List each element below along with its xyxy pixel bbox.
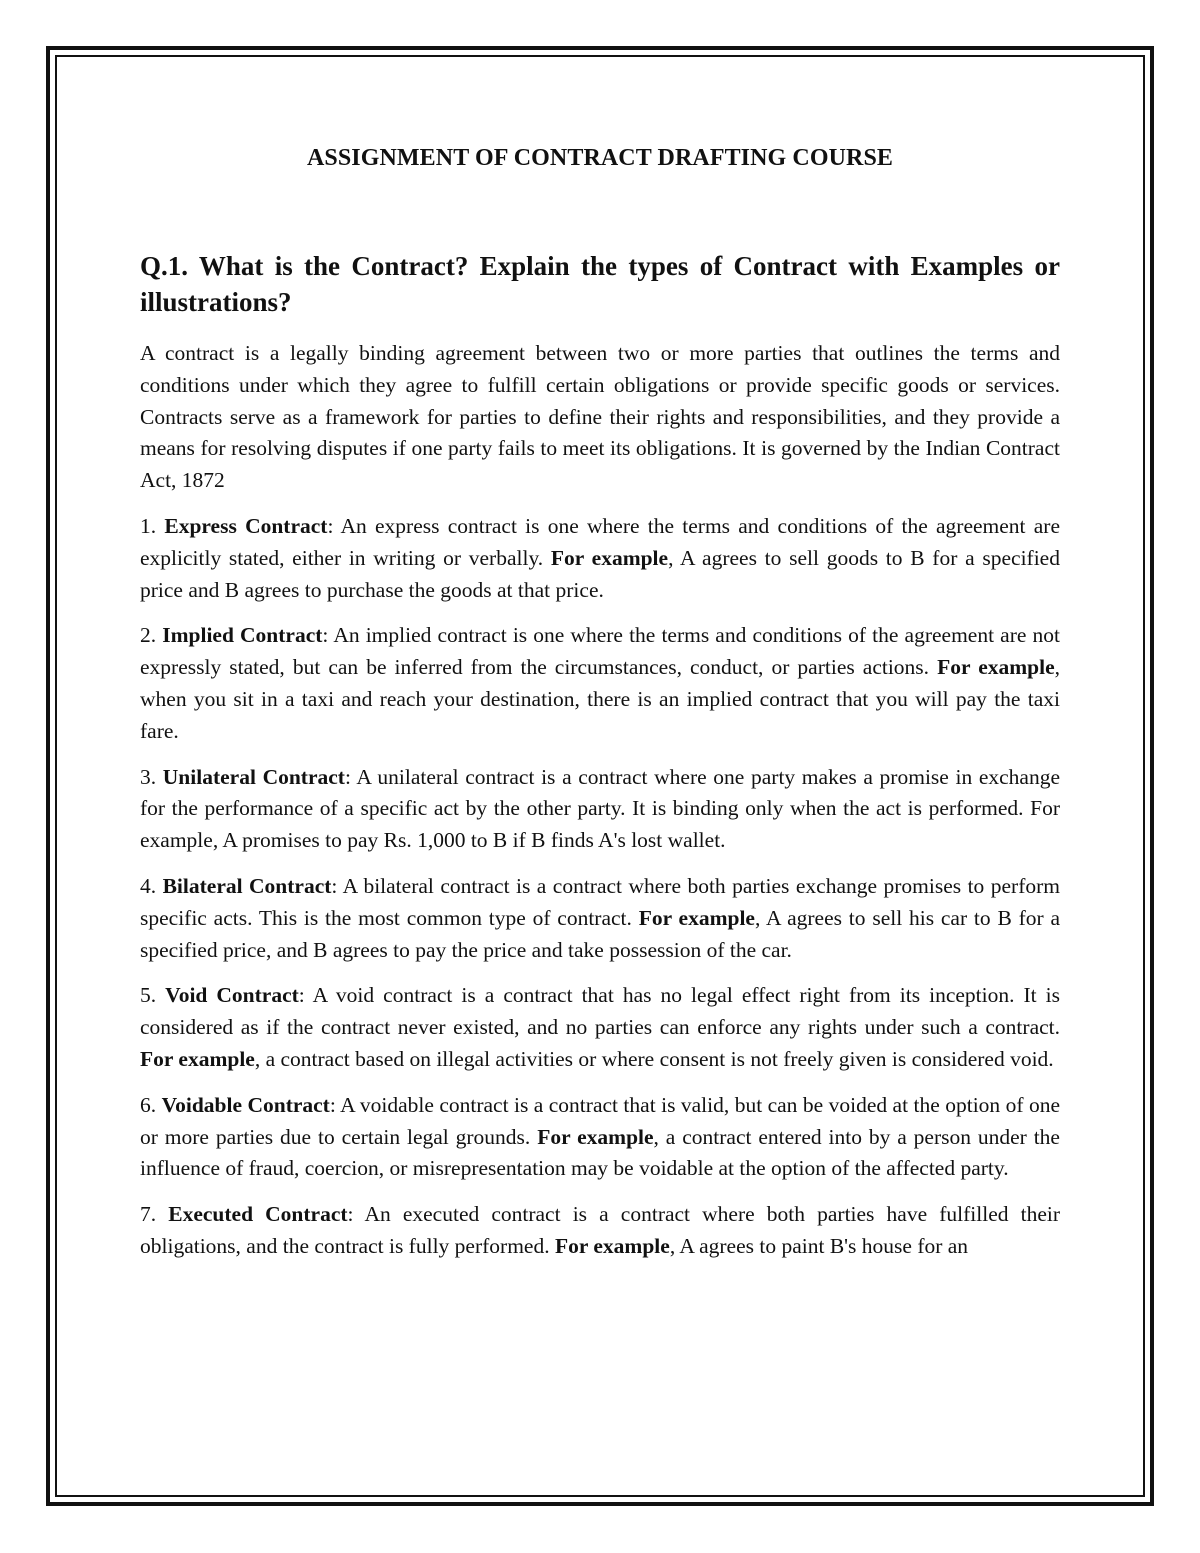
example-label: For example [140, 1046, 255, 1071]
type-number: 7. [140, 1202, 169, 1227]
document-title: ASSIGNMENT OF CONTRACT DRAFTING COURSE [306, 145, 894, 171]
type-number: 6. [140, 1092, 162, 1117]
type-number: 1. [140, 513, 165, 538]
contract-type-implied [140, 620, 1060, 747]
type-example: , A agrees to sell his car to B for a specified price, and B agrees to pay the price and take possession of the car. [140, 905, 1060, 962]
type-name: Express Contract [164, 513, 328, 538]
type-name: Implied Contract [162, 623, 323, 648]
example-label: For example [638, 905, 755, 930]
type-number: 4. [140, 873, 163, 898]
type-example: , when you sit in a taxi and reach your destination, there is an implied contract that you will pay the taxi fare. [140, 655, 1060, 743]
type-name: Bilateral Contract [162, 873, 332, 898]
document-body [140, 140, 1060, 1277]
example-label: For example [937, 655, 1055, 680]
type-number: 2. [140, 623, 163, 648]
type-definition: : An express contract is one where the terms and conditions of the agreement are explicitly stated, either in writing or verbally. [140, 513, 1060, 570]
example-label: For example [550, 545, 669, 570]
type-name: Executed Contract [168, 1202, 348, 1227]
type-definition: : An implied contract is one where the terms and conditions of the agreement are not expressly stated, but can be inferred from the circumstances, conduct, or parties actions. [140, 623, 1061, 680]
type-name: Voidable Contract [161, 1092, 330, 1117]
type-definition: : A unilateral contract is a contract where one party makes a promise in exchange for the performance of a specific act by the other party. It is binding only when the act is performed. For example, A promises to pay Rs. 1,000 to B if B finds A's lost wallet. [140, 764, 1061, 853]
example-label: For example [554, 1233, 670, 1258]
contract-type-void [140, 980, 1060, 1075]
type-example: , A agrees to paint B's house for an [669, 1233, 969, 1258]
type-name: Unilateral Contract [162, 764, 345, 789]
type-name: Void Contract [165, 983, 299, 1008]
contract-type-voidable [140, 1090, 1060, 1185]
intro-paragraph: A contract is a legally binding agreement between two or more parties that outlines the terms and conditions under which they agree to fulfill certain obligations or provide specific goods or services. Contracts serve as a framework for parties to define their rights and responsibilities, and they provide a means for resolving disputes if one party fails to meet its obligations. It is governed by the Indian Contract Act, 1872 [140, 341, 1060, 493]
type-example: , a contract based on illegal activities or where consent is not freely given is considered void. [254, 1046, 1054, 1071]
type-example: , A agrees to sell goods to B for a specified price and B agrees to purchase the goods at that price. [140, 545, 1060, 602]
type-number: 5. [140, 983, 166, 1008]
type-definition: : A voidable contract is a contract that is valid, but can be voided at the option of one or more parties due to certain legal grounds. [140, 1092, 1060, 1149]
type-definition: : A bilateral contract is a contract where both parties exchange promises to perform specific acts. This is the most common type of contract. [140, 873, 1060, 930]
question-heading: Q.1. What is the Contract? Explain the types of Contract with Examples or illustrations? [140, 251, 1060, 317]
type-number: 3. [140, 764, 163, 789]
contract-type-executed [140, 1199, 1060, 1263]
example-label: For example [537, 1124, 654, 1149]
type-definition: : An executed contract is a contract where both parties have fulfilled their obligations, and the contract is fully performed. [140, 1202, 1061, 1258]
type-definition: : A void contract is a contract that has no legal effect right from its inception. It is considered as if the contract never existed, and no parties can enforce any rights under such a contract. [140, 983, 1061, 1040]
contract-type-bilateral [140, 871, 1060, 966]
contract-type-express [140, 511, 1060, 606]
contract-type-unilateral [140, 762, 1060, 857]
type-example: , a contract entered into by a person under the influence of fraud, coercion, or misrepresentation may be voidable at the option of the affected party. [140, 1124, 1060, 1181]
